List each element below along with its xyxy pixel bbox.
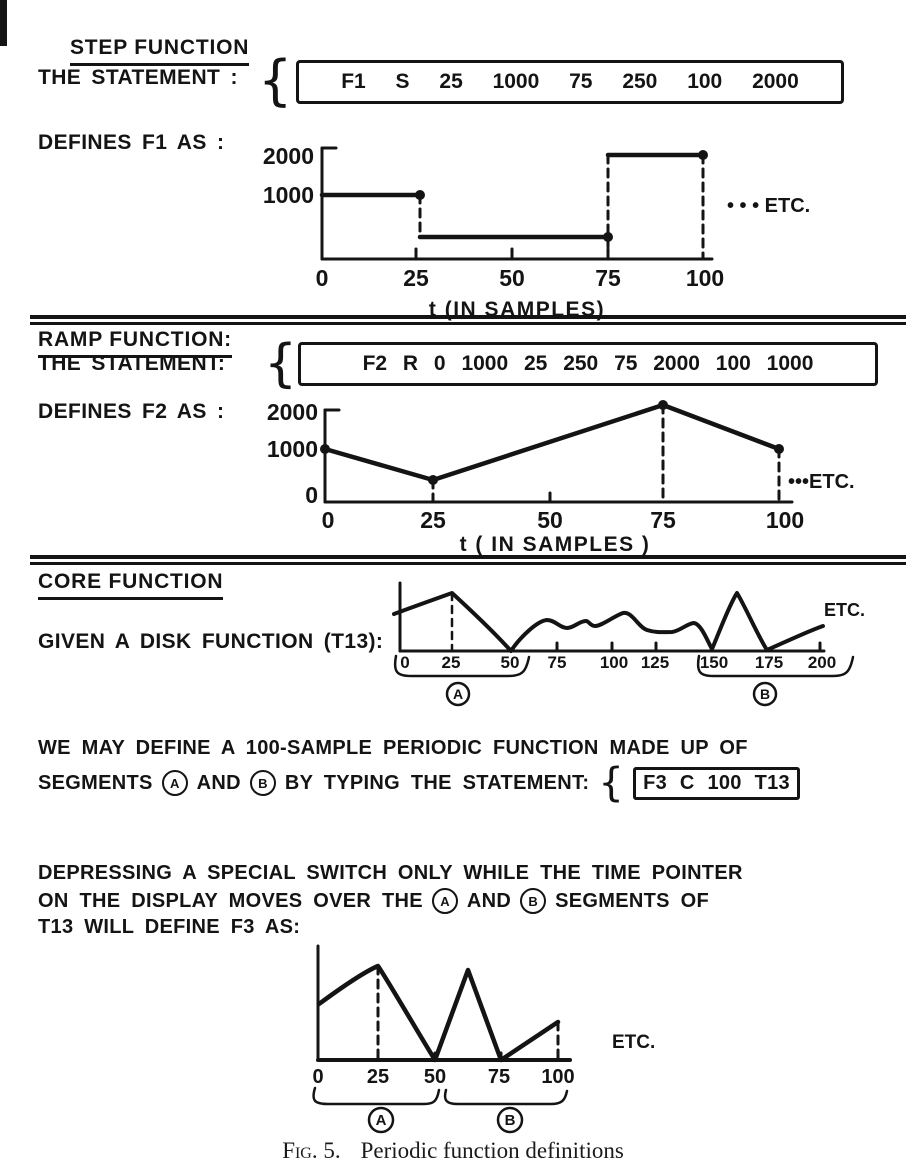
x-axis-label: t (IN SAMPLES)	[428, 298, 606, 321]
etc-annotation: • • • ETC.	[727, 195, 811, 217]
data-point	[320, 444, 330, 454]
core-section-title: CORE FUNCTION	[38, 570, 223, 600]
segment-a-inline-circle: A	[432, 888, 458, 914]
xtick-25: 25	[441, 653, 461, 672]
section-divider	[30, 555, 906, 565]
segment-b-letter: B	[759, 686, 771, 702]
para2-line2-pre: ON THE DISPLAY MOVES OVER THE	[38, 889, 423, 912]
xtick-75: 75	[650, 507, 676, 533]
f3-curve	[319, 966, 558, 1060]
xtick-100: 100	[765, 507, 805, 533]
data-point	[428, 475, 438, 485]
xtick-100: 100	[685, 265, 725, 291]
xtick-50: 50	[499, 265, 525, 291]
caption-label: Fig. 5.	[282, 1138, 341, 1163]
step-statement-text: F1 S 25 1000 75 250 100 2000	[341, 70, 799, 93]
xtick-25: 25	[403, 265, 429, 291]
segment-a-inline-circle: A	[162, 770, 188, 796]
ramp-function-plot	[240, 398, 906, 556]
step-section-title: STEP FUNCTION	[70, 36, 249, 66]
step-left-brace: {	[258, 49, 293, 112]
xtick-0: 0	[312, 1066, 324, 1088]
xtick-75: 75	[547, 653, 567, 672]
para1-line2-mid: AND	[196, 771, 241, 794]
ramp-statement-box	[298, 342, 878, 386]
f3-statement-box: F3 C 100 T13	[633, 767, 800, 800]
etc-annotation: ETC.	[612, 1032, 656, 1053]
para2-line3: T13 WILL DEFINE F3 AS:	[38, 916, 301, 938]
ytick-1000: 1000	[266, 436, 318, 462]
ramp-section-title: RAMP FUNCTION:	[38, 328, 232, 358]
etc-annotation: ETC.	[824, 600, 866, 620]
data-point	[603, 232, 613, 242]
ramp-line	[325, 405, 779, 480]
xtick-0: 0	[321, 507, 335, 533]
ramp-statement-label: THE STATEMENT:	[38, 352, 226, 375]
xtick-50: 50	[423, 1066, 447, 1088]
x-axis-label: t ( IN SAMPLES )	[459, 533, 651, 556]
para2-line2-post: SEGMENTS OF	[555, 889, 709, 912]
segment-b-brace	[445, 1090, 567, 1104]
ramp-statement-text: F2 R 0 1000 25 250 75 2000 100 1000	[362, 352, 814, 375]
segment-b-inline-circle: B	[520, 888, 546, 914]
xtick-0: 0	[315, 265, 329, 291]
segment-a-letter: A	[375, 1112, 387, 1129]
segment-b-inline-circle: B	[250, 770, 276, 796]
segment-a-letter: A	[452, 686, 464, 702]
xtick-150: 150	[699, 653, 729, 672]
data-point	[774, 444, 784, 454]
para1-line2-post: BY TYPING THE STATEMENT:	[284, 771, 590, 794]
data-point	[698, 150, 708, 160]
para1-line2-pre: SEGMENTS	[38, 771, 153, 794]
f3-function-plot	[280, 940, 720, 1136]
ytick-2000: 2000	[266, 399, 318, 425]
xtick-175: 175	[754, 653, 784, 672]
para1-line1: WE MAY DEFINE A 100-SAMPLE PERIODIC FUNCTION MADE UP OF	[38, 737, 748, 759]
scan-artifact-mark	[0, 0, 7, 46]
xtick-125: 125	[640, 653, 670, 672]
segment-b-letter: B	[504, 1112, 516, 1129]
xtick-75: 75	[487, 1066, 511, 1088]
xtick-25: 25	[366, 1066, 390, 1088]
para2-line1: DEPRESSING A SPECIAL SWITCH ONLY WHILE THE TIME POINTER	[38, 862, 743, 884]
para2-line2	[38, 888, 709, 914]
xtick-75: 75	[595, 265, 621, 291]
step-defines-label: DEFINES F1 AS :	[38, 131, 225, 154]
step-statement-label: THE STATEMENT :	[38, 66, 238, 89]
xtick-50: 50	[537, 507, 563, 533]
xtick-100: 100	[541, 1066, 575, 1088]
para2-line2-mid: AND	[466, 889, 512, 912]
disk-function-curve	[394, 593, 823, 651]
caption-text: Periodic function definitions	[360, 1138, 624, 1163]
xtick-50: 50	[500, 653, 520, 672]
ramp-left-brace: {	[264, 334, 298, 394]
xtick-100: 100	[599, 653, 629, 672]
ytick-2000: 2000	[262, 143, 314, 169]
segment-a-brace	[314, 1088, 439, 1104]
xtick-25: 25	[420, 507, 446, 533]
figure-caption	[0, 1138, 906, 1164]
para1-line2	[38, 760, 800, 806]
disk-function-plot	[390, 578, 906, 714]
section-divider	[30, 315, 906, 325]
f3-left-brace: {	[598, 760, 625, 806]
core-given-label: GIVEN A DISK FUNCTION (T13):	[38, 630, 384, 653]
xtick-200: 200	[807, 653, 837, 672]
ramp-defines-label: DEFINES F2 AS :	[38, 400, 225, 423]
ytick-1000: 1000	[262, 182, 314, 208]
step-statement-box	[296, 60, 844, 104]
xtick-0: 0	[400, 653, 410, 672]
data-point	[415, 190, 425, 200]
step-function-plot	[240, 128, 900, 328]
ytick-0: 0	[305, 482, 318, 508]
etc-annotation: •••ETC.	[788, 471, 855, 493]
data-point	[658, 400, 668, 410]
